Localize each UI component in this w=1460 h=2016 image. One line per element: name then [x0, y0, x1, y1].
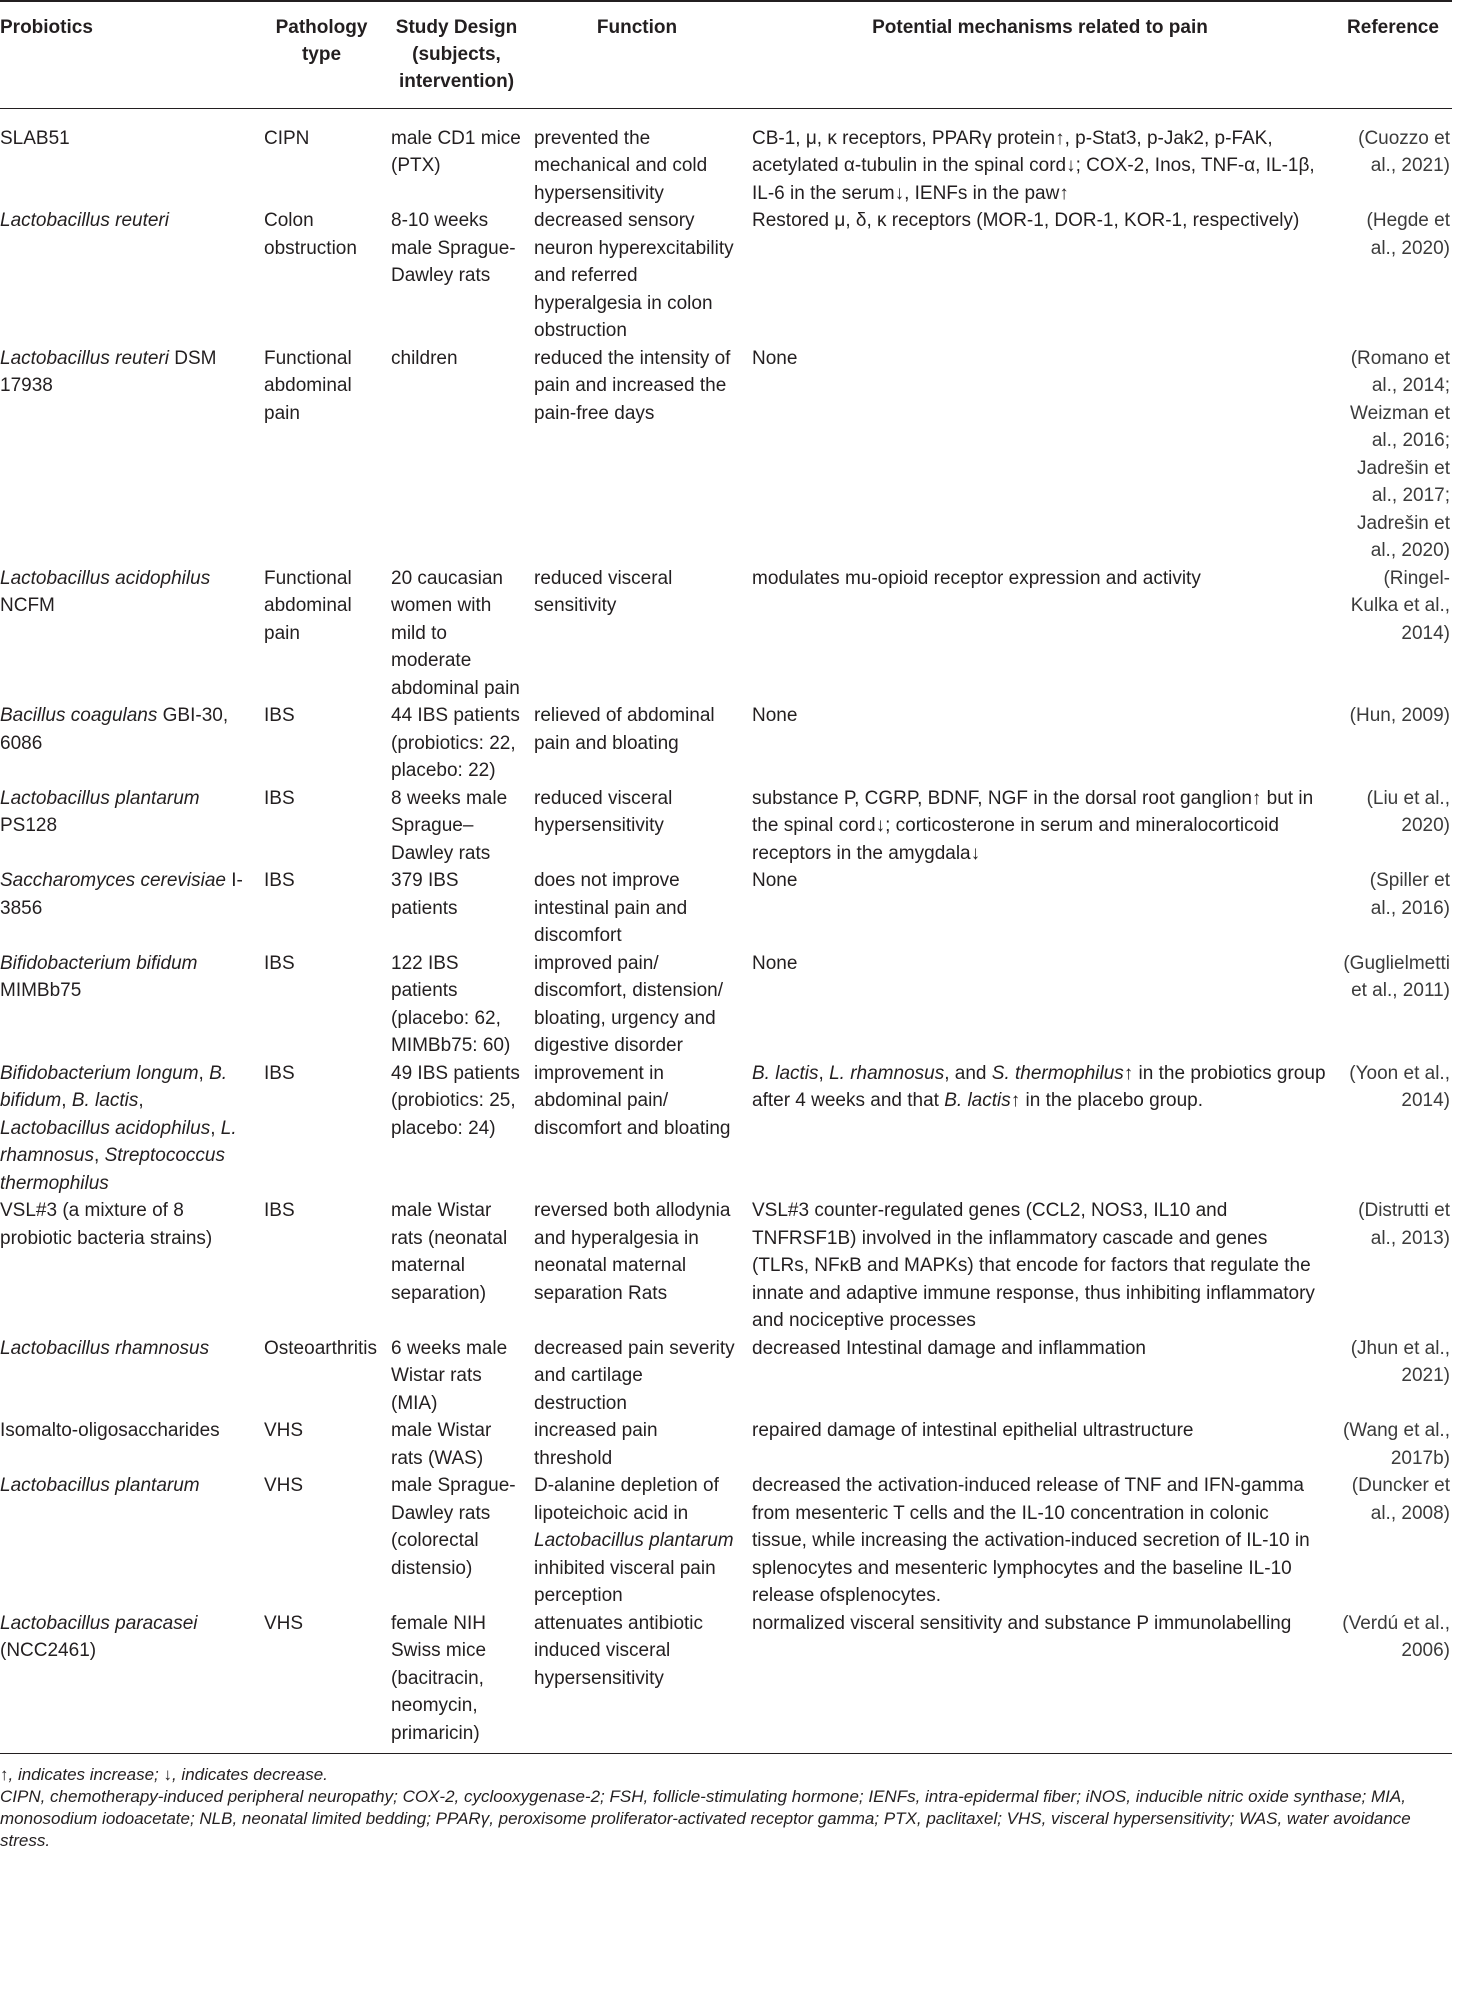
cell-probiotic — [0, 1197, 258, 1335]
cell-function — [528, 1335, 746, 1418]
table-row — [0, 1060, 1452, 1198]
footnote-abbreviations: CIPN, chemotherapy-induced peripheral neuropathy; COX-2, cyclooxygenase-2; FSH, follicle-stimulating hormone; IENFs, intra-epidermal fiber; iNOS, inducible nitric oxide synthase; MIA, monosodium iodoacetate; NLB, neonatal limited bedding; PPARγ, peroxisome proliferator-activated receptor gamma; PTX, paclitaxel; VHS, visceral hypersensitivity; WAS, water avoidance stress. — [0, 1787, 1411, 1850]
cell-study-design: male Wistar rats (WAS) — [391, 1420, 492, 1469]
table-body — [0, 108, 1452, 1754]
cell-probiotic-text: Streptococcus thermophilus — [0, 1145, 225, 1194]
cell-probiotic-text: B. lactis — [71, 1090, 139, 1111]
cell-mechanism-text: None — [752, 705, 798, 726]
cell-function-text: reduced visceral sensitivity — [534, 567, 673, 616]
header-study-design: Study Design (subjects, intervention) — [385, 1, 528, 108]
cell-mechanism-text: ↑ in the probiotics group after 4 weeks and that — [752, 1062, 1326, 1111]
cell-mechanism — [746, 1335, 1334, 1418]
cell-function-text: improvement in abdominal pain/ discomfort and bloating — [534, 1062, 731, 1139]
cell-probiotic — [0, 1335, 258, 1418]
cell-study-design: male Wistar rats (neonatal maternal separation) — [391, 1200, 508, 1304]
header-mechanisms: Potential mechanisms related to pain — [746, 1, 1334, 108]
cell-probiotic-text: , — [210, 1117, 221, 1139]
table-row — [0, 345, 1452, 565]
cell-mechanism-text: decreased Intestinal damage and inflammation — [752, 1337, 1146, 1359]
table-row — [0, 207, 1452, 345]
table-row — [0, 1472, 1452, 1610]
cell-mechanism-text: decreased the activation-induced release of TNF and IFN-gamma from mesenteric T cells and the IL-10 concentration in colonic tissue, while increasing the activation-induced secretion of IL-10 in splenocytes and mesenteric lymphocytes and the baseline IL-10 release ofsplenocytes. — [752, 1475, 1310, 1606]
cell-mechanism-text: None — [752, 347, 798, 369]
cell-reference[interactable]: (Cuozzo et al., 2021) — [1358, 127, 1450, 176]
table-header-row — [0, 1, 1452, 108]
cell-reference[interactable]: (Romano et al., 2014; Weizman et al., 2016; Jadrešin et al., 2017; Jadrešin et al., 2020) — [1350, 347, 1450, 561]
cell-probiotic — [0, 1060, 258, 1198]
header-reference: Reference — [1334, 1, 1452, 108]
cell-function — [528, 702, 746, 785]
cell-function — [528, 1472, 746, 1610]
cell-probiotic-text: Lactobacillus paracasei — [0, 1612, 198, 1634]
cell-reference[interactable]: (Verdú et al., 2006) — [1334, 1610, 1452, 1754]
cell-mechanism-text: , and — [944, 1062, 992, 1084]
cell-study-design: children — [391, 347, 458, 369]
cell-probiotic-text: Lactobacillus reuteri — [0, 210, 169, 231]
cell-pathology: IBS — [264, 1062, 295, 1084]
cell-probiotic — [0, 867, 258, 950]
cell-probiotic-text: Bacillus coagulans — [0, 705, 158, 726]
cell-study-design: 379 IBS patients — [391, 870, 459, 919]
cell-reference[interactable]: (Hun, 2009) — [1349, 705, 1450, 726]
cell-mechanism-text: Restored μ, δ, κ receptors (MOR-1, DOR-1, KOR-1, respectively) — [752, 210, 1300, 231]
cell-mechanism-text: substance P, CGRP, BDNF, NGF in the dorsal root ganglion↑ but in the spinal cord↓; corticosterone in serum and mineralocorticoid receptors in the amygdala↓ — [752, 787, 1314, 864]
cell-pathology: VHS — [264, 1475, 304, 1496]
cell-function-text: improved pain/ discomfort, distension/ bloating, urgency and digestive disorder — [534, 952, 724, 1056]
cell-pathology: IBS — [264, 952, 295, 974]
cell-function-text: reduced visceral hypersensitivity — [534, 787, 673, 836]
cell-reference[interactable]: (Wang et al., 2017b) — [1342, 1420, 1450, 1469]
cell-mechanism-text: , — [818, 1062, 830, 1084]
cell-probiotic-text: Lactobacillus acidophilus — [0, 1117, 211, 1139]
cell-function-text: decreased pain severity and cartilage destruction — [534, 1337, 735, 1414]
cell-mechanism-text: VSL#3 counter-regulated genes (CCL2, NOS3, IL10 and TNFRSF1B) involved in the inflammatory cascade and genes (TLRs, NFκB and MAPKs) that encode for factors that regulate the innate and adaptive immune response, thus inhibiting inflammatory and nociceptive processes — [752, 1200, 1315, 1331]
cell-pathology: IBS — [264, 870, 295, 891]
cell-study-design: male CD1 mice (PTX) — [391, 127, 521, 176]
cell-probiotic-text: Saccharomyces cerevisiae — [0, 870, 226, 891]
cell-probiotic-text: SLAB51 — [0, 127, 70, 149]
cell-function-text: does not improve intestinal pain and discomfort — [534, 870, 688, 946]
cell-probiotic-text: VSL#3 (a mixture of 8 probiotic bacteria strains) — [0, 1200, 213, 1249]
cell-pathology: Functional abdominal pain — [264, 347, 352, 424]
cell-probiotic-text: I-3856 — [0, 870, 243, 919]
cell-probiotic-text: NCFM — [0, 595, 55, 616]
cell-probiotic-text: , — [61, 1090, 72, 1111]
cell-pathology: IBS — [264, 1200, 295, 1221]
cell-mechanism — [746, 1197, 1334, 1335]
cell-probiotic-text: Lactobacillus plantarum — [0, 787, 200, 809]
cell-reference[interactable]: (Hegde et al., 2020) — [1366, 210, 1450, 259]
cell-reference[interactable]: (Spiller et al., 2016) — [1369, 870, 1450, 919]
cell-pathology: IBS — [264, 787, 295, 809]
cell-probiotic — [0, 108, 258, 207]
table-row — [0, 785, 1452, 868]
cell-mechanism-text: normalized visceral sensitivity and substance P immunolabelling — [752, 1612, 1292, 1634]
cell-probiotic-text: Bifidobacterium bifidum — [0, 952, 198, 974]
cell-probiotic — [0, 345, 258, 565]
cell-pathology: VHS — [258, 1610, 385, 1754]
cell-function — [528, 950, 746, 1060]
cell-study-design: 6 weeks male Wistar rats (MIA) — [391, 1337, 508, 1414]
cell-mechanism — [746, 1472, 1334, 1610]
cell-study-design: 20 caucasian women with mild to moderate abdominal pain — [391, 567, 520, 699]
table-footnotes — [0, 1764, 1452, 1852]
table-row — [0, 950, 1452, 1060]
cell-function-text: D-alanine depletion of lipoteichoic acid in — [534, 1475, 719, 1524]
table-row — [0, 702, 1452, 785]
cell-function-text: attenuates antibiotic induced visceral hypersensitivity — [534, 1612, 704, 1689]
cell-probiotic — [0, 1417, 258, 1472]
cell-function-text: decreased sensory neuron hyperexcitability and referred hyperalgesia in colon obstruction — [534, 210, 734, 341]
cell-probiotic-text: Lactobacillus acidophilus — [0, 567, 211, 589]
header-probiotics: Probiotics — [0, 1, 258, 108]
cell-mechanism — [746, 565, 1334, 703]
cell-mechanism — [746, 1060, 1334, 1198]
cell-mechanism — [746, 345, 1334, 565]
cell-function — [528, 1060, 746, 1198]
cell-mechanism — [746, 1610, 1334, 1754]
cell-mechanism-text: CB-1, μ, κ receptors, PPARγ protein↑, p-Stat3, p-Jak2, p-FAK, acetylated α-tubulin in the spinal cord↓; COX-2, Inos, TNF-α, IL-1β, IL-6 in the serum↓, IENFs in the paw↑ — [752, 127, 1315, 204]
cell-mechanism — [746, 867, 1334, 950]
cell-study-design: 8 weeks male Sprague–Dawley rats — [391, 787, 508, 864]
cell-probiotic-text: Lactobacillus reuteri — [0, 347, 169, 369]
cell-pathology: IBS — [264, 705, 295, 726]
cell-probiotic — [0, 207, 258, 345]
table-row — [0, 1335, 1452, 1418]
cell-function — [528, 207, 746, 345]
cell-reference[interactable]: (Duncker et al., 2008) — [1351, 1475, 1450, 1524]
cell-function — [528, 1610, 746, 1754]
cell-mechanism-text: B. lactis — [944, 1090, 1011, 1111]
cell-probiotic-text: (NCC2461) — [0, 1640, 97, 1661]
cell-probiotic-text: Bifidobacterium longum — [0, 1062, 199, 1084]
cell-study-design: male Sprague-Dawley rats (colorectal distensio) — [391, 1475, 516, 1579]
cell-function — [528, 108, 746, 207]
cell-function — [528, 785, 746, 868]
table-row — [0, 108, 1452, 207]
header-pathology-type: Pathology type — [258, 1, 385, 108]
cell-study-design: 122 IBS patients (placebo: 62, MIMBb75: 60) — [391, 952, 511, 1056]
cell-probiotic-text: Isomalto-oligosaccharides — [0, 1420, 220, 1441]
cell-function-text: Lactobacillus plantarum — [534, 1530, 734, 1551]
cell-mechanism-text: modulates mu-opioid receptor expression and activity — [752, 567, 1201, 589]
cell-probiotic-text: , — [198, 1062, 210, 1084]
cell-pathology: Colon obstruction — [264, 210, 357, 259]
cell-function-text: reduced the intensity of pain and increased the pain-free days — [534, 347, 731, 424]
cell-probiotic-text: DSM 17938 — [0, 347, 217, 396]
cell-probiotic — [0, 1472, 258, 1610]
footnote-arrows: ↑, indicates increase; ↓, indicates decrease. — [0, 1765, 328, 1784]
cell-mechanism — [746, 1417, 1334, 1472]
cell-mechanism-text: ↑ in the placebo group. — [1010, 1090, 1204, 1111]
cell-probiotic-text: Lactobacillus plantarum — [0, 1475, 200, 1496]
cell-pathology: Osteoarthritis — [264, 1337, 377, 1359]
cell-mechanism — [746, 108, 1334, 207]
cell-reference[interactable]: (Ringel-Kulka et al., 2014) — [1350, 567, 1450, 644]
cell-pathology: CIPN — [264, 127, 310, 149]
cell-probiotic-text: GBI-30, 6086 — [0, 705, 229, 754]
cell-pathology: Functional abdominal pain — [264, 567, 352, 644]
table-row — [0, 1417, 1452, 1472]
cell-reference[interactable]: (Yoon et al., 2014) — [1349, 1062, 1450, 1111]
cell-function-text: relieved of abdominal pain and bloating — [534, 705, 715, 754]
cell-mechanism-text: repaired damage of intestinal epithelial ultrastructure — [752, 1420, 1194, 1441]
cell-reference[interactable]: (Liu et al., 2020) — [1366, 787, 1450, 836]
cell-study-design: 8-10 weeks male Sprague-Dawley rats — [391, 210, 516, 286]
cell-probiotic — [0, 702, 258, 785]
cell-probiotic — [0, 950, 258, 1060]
table-row — [0, 565, 1452, 703]
cell-mechanism-text: S. thermophilus — [991, 1062, 1124, 1084]
cell-function-text: reversed both allodynia and hyperalgesia in neonatal maternal separation Rats — [534, 1200, 731, 1304]
cell-function — [528, 565, 746, 703]
table-row — [0, 1197, 1452, 1335]
cell-mechanism — [746, 785, 1334, 868]
cell-reference[interactable]: (Jhun et al., 2021) — [1350, 1337, 1450, 1386]
table-row — [0, 867, 1452, 950]
cell-study-design: 49 IBS patients (probiotics: 25, placebo: 24) — [391, 1062, 520, 1139]
cell-probiotic-text: MIMBb75 — [0, 980, 82, 1001]
cell-function — [528, 1417, 746, 1472]
cell-function — [528, 1197, 746, 1335]
cell-probiotic-text: , — [94, 1145, 105, 1166]
cell-mechanism-text: L. rhamnosus — [829, 1062, 945, 1084]
cell-probiotic — [0, 565, 258, 703]
cell-function-text: increased pain threshold — [534, 1420, 658, 1469]
cell-mechanism — [746, 950, 1334, 1060]
cell-probiotic-text: , — [138, 1090, 144, 1111]
cell-probiotic-text: B. bifidum — [0, 1062, 228, 1111]
cell-mechanism-text: None — [752, 870, 798, 891]
cell-probiotic-text: Lactobacillus rhamnosus — [0, 1337, 210, 1359]
cell-probiotic-text: PS128 — [0, 815, 58, 836]
cell-probiotic — [0, 1610, 258, 1754]
cell-mechanism — [746, 702, 1334, 785]
cell-function-text: prevented the mechanical and cold hypersensitivity — [534, 127, 708, 204]
cell-mechanism-text: None — [752, 952, 798, 974]
cell-pathology: VHS — [264, 1420, 304, 1441]
cell-function — [528, 867, 746, 950]
cell-reference[interactable]: (Guglielmetti et al., 2011) — [1343, 952, 1450, 1001]
header-function: Function — [528, 1, 746, 108]
cell-function-text: inhibited visceral pain perception — [534, 1557, 716, 1606]
cell-mechanism-text: B. lactis — [752, 1062, 819, 1084]
cell-mechanism — [746, 207, 1334, 345]
cell-probiotic-text: L. rhamnosus — [0, 1117, 237, 1166]
table-row — [0, 1610, 1452, 1754]
cell-probiotic — [0, 785, 258, 868]
cell-function — [528, 345, 746, 565]
cell-reference[interactable]: (Distrutti et al., 2013) — [1358, 1200, 1450, 1249]
cell-study-design: female NIH Swiss mice (bacitracin, neomycin, primaricin) — [385, 1610, 528, 1754]
cell-study-design: 44 IBS patients (probiotics: 22, placebo: 22) — [391, 705, 520, 781]
